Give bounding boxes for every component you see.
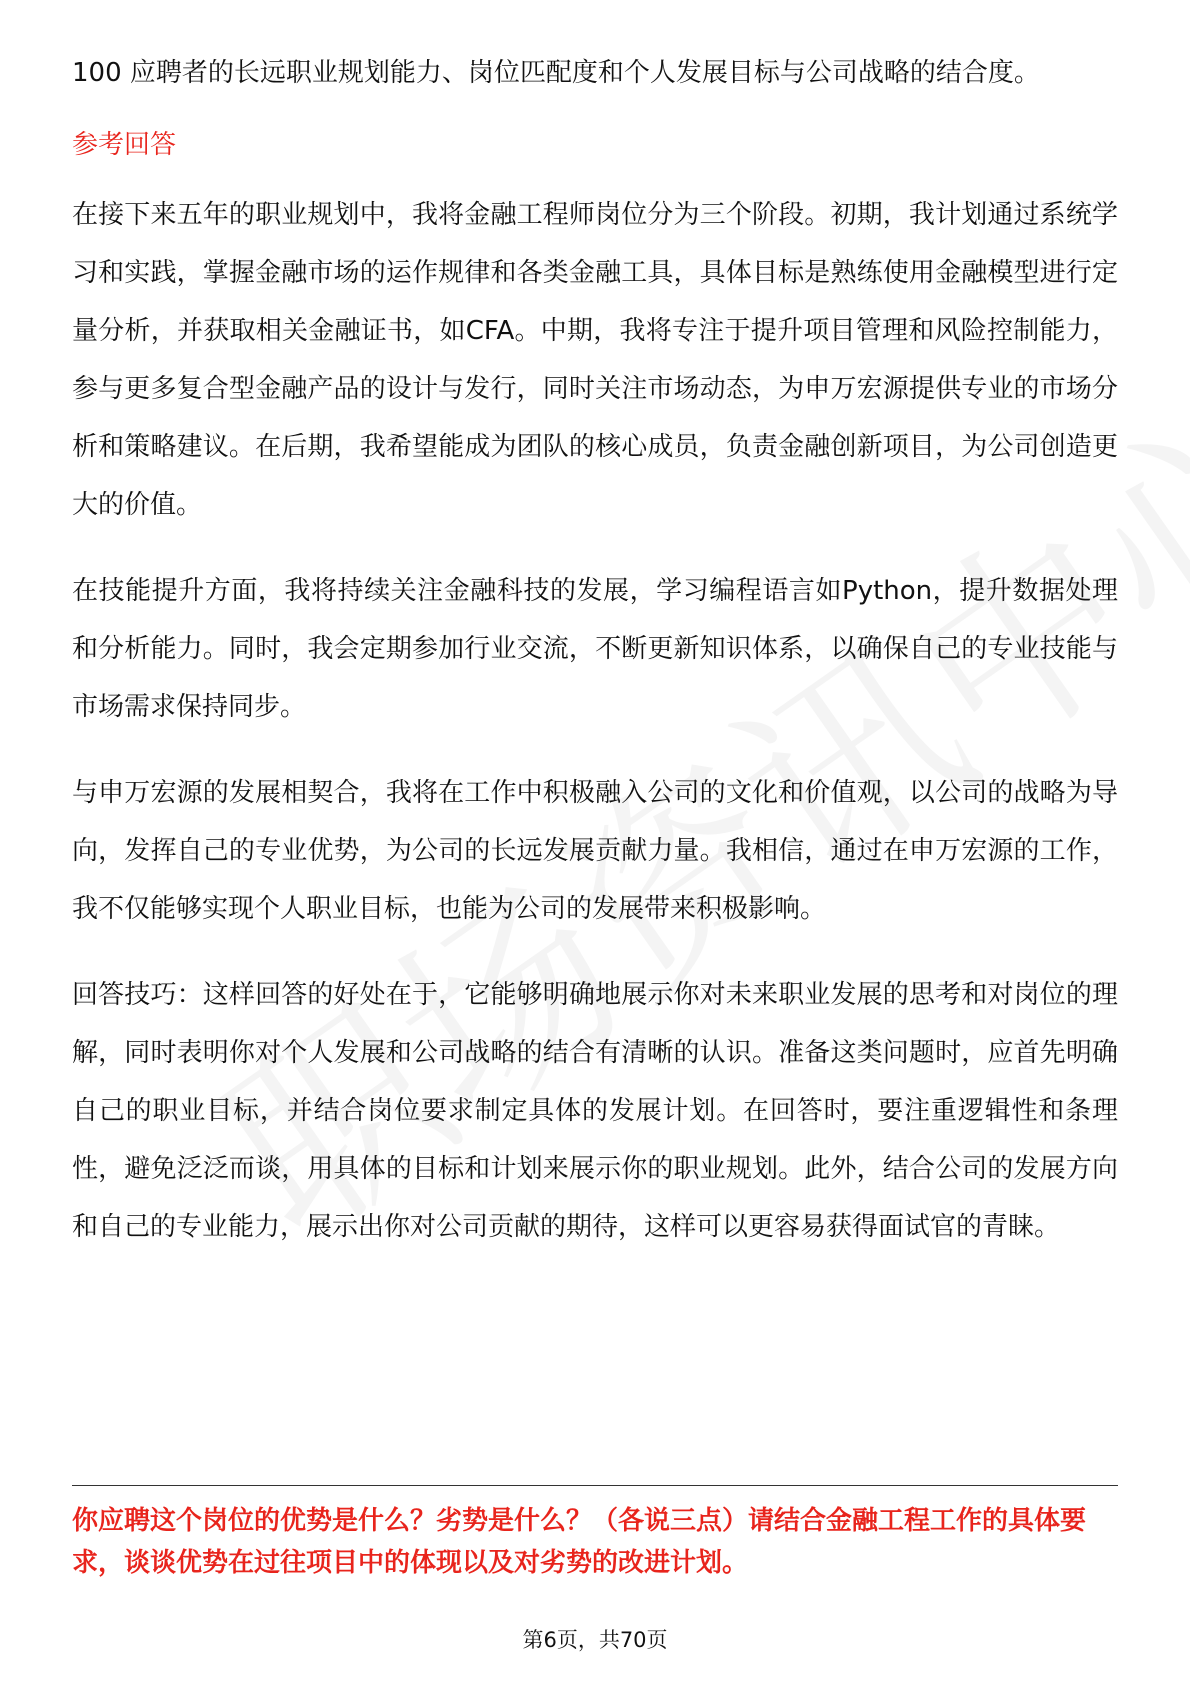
paragraph-1: 在接下来五年的职业规划中，我将金融工程师岗位分为三个阶段。初期，我计划通过系统学习和实践，掌握金融市场的运作规律和各类金融工具，具体目标是熟练使用金融模型进行定量分析，并获取相关金融证书，如CFA。中期，我将专注于提升项目管理和风险控制能力，参与更多复合型金融产品的设计与发行，同时关注市场动态，为申万宏源提供专业的市场分析和策略建议。在后期，我希望能成为团队的核心成员，负责金融创新项目，为公司创造更大的价值。 (72, 200, 1118, 520)
paragraph-3: 与申万宏源的发展相契合，我将在工作中积极融入公司的文化和价值观，以公司的战略为导向，发挥自己的专业优势，为公司的长远发展贡献力量。我相信，通过在申万宏源的工作，我不仅能够实现个人职业目标，也能为公司的发展带来积极影响。 (72, 778, 1118, 924)
section-divider (72, 1485, 1118, 1486)
answer-tips: 回答技巧：这样回答的好处在于，它能够明确地展示你对未来职业发展的思考和对岗位的理解，同时表明你对个人发展和公司战略的结合有清晰的认识。准备这类问题时，应首先明确自己的职业目标，并结合岗位要求制定具体的发展计划。在回答时，要注重逻辑性和条理性，避免泛泛而谈，用具体的目标和计划来展示你的职业规划。此外，结合公司的发展方向和自己的专业能力，展示出你对公司贡献的期待，这样可以更容易获得面试官的青睐。 (72, 980, 1118, 1242)
next-question: 你应聘这个岗位的优势是什么？劣势是什么？（各说三点）请结合金融工程工作的具体要求，谈谈优势在过往项目中的体现以及对劣势的改进计划。 (72, 1506, 1087, 1578)
page-footer: 第6页，共70页 (522, 1628, 668, 1652)
intro-line: 100 应聘者的长远职业规划能力、岗位匹配度和个人发展目标与公司战略的结合度。 (72, 58, 1040, 88)
paragraph-2: 在技能提升方面，我将持续关注金融科技的发展，学习编程语言如Python，提升数据处理和分析能力。同时，我会定期参加行业交流，不断更新知识体系，以确保自己的专业技能与市场需求保持同步。 (72, 576, 1119, 722)
document-body (72, 44, 1118, 1256)
answer-heading: 参考回答 (72, 130, 177, 160)
